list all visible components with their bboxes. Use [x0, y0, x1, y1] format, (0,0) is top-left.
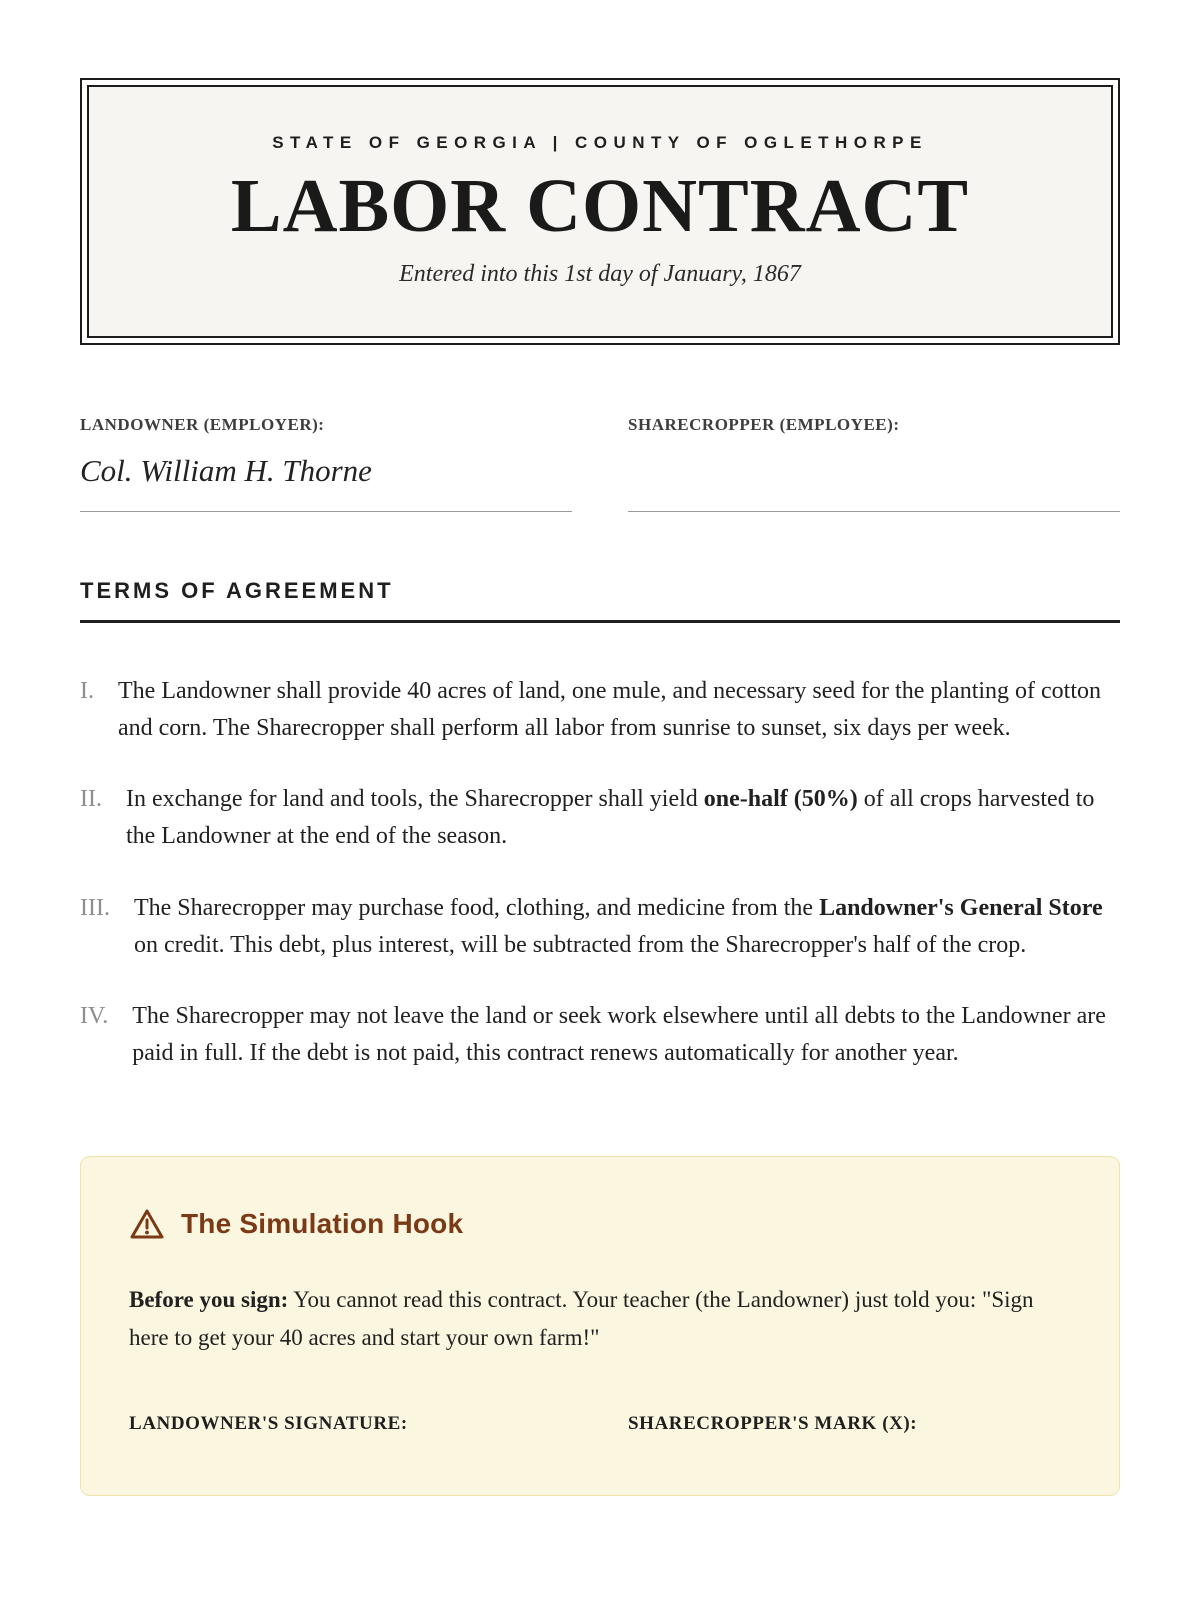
landowner-name: Col. William H. Thorne: [80, 452, 372, 488]
term-numeral: II.: [80, 786, 102, 813]
jurisdiction-line: STATE OF GEORGIA | COUNTY OF OGLETHORPE: [272, 133, 928, 152]
hook-signatures: [129, 1413, 1071, 1435]
term-item: [80, 998, 1120, 1072]
hook-title: The Simulation Hook: [181, 1208, 464, 1240]
term-numeral: III.: [80, 894, 110, 921]
term-text: The Sharecropper may purchase food, clothing, and medicine from the Landowner's General Store on credit. This debt, plus interest, will be subtracted from the Sharecropper's half of the crop.: [133, 894, 1103, 958]
term-item: [80, 781, 1120, 855]
hook-title-row: [129, 1207, 1071, 1241]
landowner-signature-label: LANDOWNER'S SIGNATURE:: [129, 1413, 408, 1435]
term-numeral: I.: [80, 677, 94, 704]
warning-triangle-icon: [129, 1207, 165, 1241]
contract-header-box: [80, 78, 1120, 345]
contract-page: [80, 0, 1120, 1496]
term-item: [80, 890, 1120, 964]
sharecropper-mark-label: SHARECROPPER'S MARK (X):: [628, 1413, 918, 1435]
hook-lead-bold: Before you sign:: [129, 1287, 289, 1313]
hook-body-text: You cannot read this contract. Your teacher (the Landowner) just told you: "Sign here to get your 40 acres and start your own farm!": [129, 1287, 1034, 1351]
party-landowner: [80, 415, 572, 512]
sharecropper-label: SHARECROPPER (EMPLOYEE):: [628, 414, 900, 434]
terms-heading: TERMS OF AGREEMENT: [80, 577, 394, 603]
term-text: In exchange for land and tools, the Sharecropper shall yield one-half (50%) of all crops harvested to the Landowner at the end of the season.: [125, 786, 1095, 850]
term-numeral: IV.: [80, 1002, 109, 1029]
contract-header-inner: [87, 85, 1113, 338]
page-title: LABOR CONTRACT: [230, 164, 970, 248]
sharecropper-name-blank: [628, 453, 1120, 495]
term-text: The Landowner shall provide 40 acres of land, one mule, and necessary seed for the planting of cotton and corn. The Sharecropper shall perform all labor from sunrise to sunset, six days per week.: [118, 677, 1102, 741]
simulation-hook-box: [80, 1156, 1120, 1496]
parties-section: [80, 415, 1120, 512]
contract-date-line: Entered into this 1st day of January, 1867: [399, 260, 801, 287]
terms-heading-rule: [80, 578, 1120, 623]
landowner-label: LANDOWNER (EMPLOYER):: [80, 414, 325, 434]
terms-list: [80, 673, 1120, 1073]
term-item: [80, 673, 1120, 747]
hook-paragraph: [129, 1281, 1069, 1357]
party-sharecropper: [628, 415, 1120, 512]
term-text: The Sharecropper may not leave the land or seek work elsewhere until all debts to the Landowner are paid in full. If the debt is not paid, this contract renews automatically for another year.: [132, 1002, 1106, 1067]
